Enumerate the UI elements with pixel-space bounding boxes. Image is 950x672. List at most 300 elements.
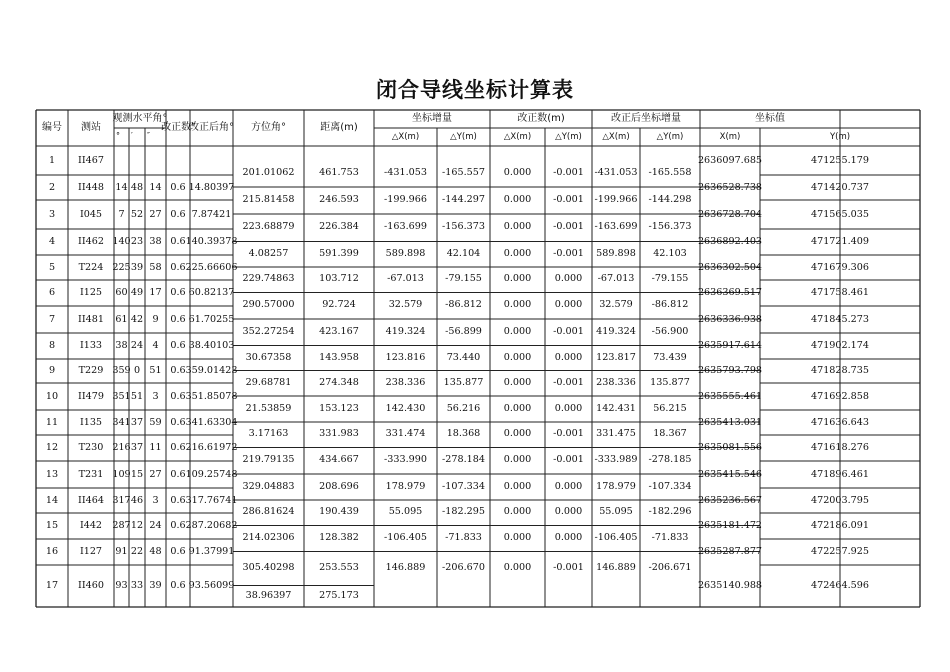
- correction-dy: -0.001: [553, 325, 584, 337]
- corrected-angle: 14.80397: [188, 181, 235, 193]
- coordinate-y: 471679.306: [811, 261, 869, 273]
- increment-dx: -106.405: [384, 532, 427, 544]
- correction-dy: -0.001: [553, 428, 584, 440]
- correction-dx: 0.000: [503, 273, 532, 285]
- increment-dy: -156.373: [442, 221, 485, 233]
- correction-dy: -0.001: [553, 221, 584, 233]
- header-observed-angle: 观测水平角°: [112, 113, 168, 124]
- header-dy: △Y(m): [656, 131, 684, 142]
- distance-value: 246.593: [319, 194, 359, 206]
- row-number: 3: [48, 208, 56, 220]
- row-number: 7: [48, 313, 56, 325]
- correction-dx: 0.000: [503, 351, 532, 363]
- correction-dx: 0.000: [503, 376, 532, 388]
- correction-dx: 0.000: [503, 247, 532, 259]
- row-number: 2: [48, 181, 56, 193]
- increment-dy: -71.833: [445, 532, 482, 544]
- distance-value: 253.553: [319, 562, 359, 574]
- correction-dx: 0.000: [503, 480, 532, 492]
- row-number: 12: [45, 442, 59, 454]
- angle-correction: [166, 146, 190, 175]
- angle-unit-label: ″: [147, 131, 150, 140]
- corrected-angle: 351.85078: [185, 390, 238, 402]
- angle-minutes: 49: [130, 287, 144, 299]
- corrected-angle: 317.76741: [185, 494, 238, 506]
- coordinate-x: 2635081.556: [697, 442, 763, 454]
- header-distance: 距离(m): [320, 122, 358, 133]
- correction-dy: -0.001: [553, 454, 584, 466]
- header-corrected-angle: 改正后角°: [189, 122, 234, 133]
- coordinate-y: 471255.179: [811, 154, 869, 166]
- corrected-angle: 61.70255: [188, 313, 235, 325]
- increment-dy: -86.812: [445, 299, 482, 311]
- angle-degrees: 225: [112, 261, 131, 273]
- angle-correction: 0.6: [170, 236, 186, 248]
- azimuth-value: 21.53859: [245, 402, 292, 414]
- coordinate-x: 2635181.472: [697, 520, 763, 532]
- increment-dy: 73.440: [446, 351, 481, 363]
- correction-dx: 0.000: [503, 428, 532, 440]
- azimuth-value: 3.17163: [248, 428, 289, 440]
- angle-seconds: 27: [149, 468, 162, 480]
- angle-seconds: 9: [152, 313, 159, 325]
- page-title: 闭合导线坐标计算表: [376, 78, 574, 102]
- corrected-angle: 359.01423: [185, 365, 238, 377]
- increment-dy: -278.184: [442, 454, 485, 466]
- increment-dy: 56.216: [446, 402, 481, 414]
- row-number: 4: [48, 236, 56, 248]
- angle-seconds: 24: [149, 520, 162, 532]
- angle-seconds: 17: [149, 287, 162, 299]
- correction-dy: 0.000: [554, 480, 583, 492]
- station-name: II462: [78, 236, 104, 248]
- azimuth-value: 223.68879: [242, 221, 295, 233]
- adjusted-dx: -163.699: [594, 221, 638, 233]
- angle-minutes: 51: [130, 390, 144, 402]
- adjusted-dy: -86.812: [651, 299, 689, 311]
- station-name: I135: [79, 416, 103, 428]
- azimuth-value: 215.81458: [242, 194, 295, 206]
- header-correction: 改正数″: [161, 122, 195, 133]
- distance-value: 331.983: [319, 428, 359, 440]
- corrected-angle: 93.56099: [188, 580, 235, 592]
- station-name: II460: [78, 580, 104, 592]
- row-number: 5: [48, 261, 56, 273]
- header-coord-value: 坐标值: [755, 113, 785, 124]
- angle-degrees: 341: [112, 416, 131, 428]
- row-number: 14: [45, 494, 59, 506]
- coordinate-x: 2636528.738: [697, 181, 763, 193]
- adjusted-dx: 146.889: [596, 562, 636, 574]
- angle-seconds: 4: [152, 340, 159, 352]
- distance-value: 275.173: [319, 590, 359, 602]
- row-number: 17: [45, 580, 59, 592]
- correction-dx: 0.000: [503, 299, 532, 311]
- coordinate-y: 471692.858: [811, 390, 869, 402]
- angle-minutes: [129, 146, 145, 175]
- correction-dx: 0.000: [503, 562, 532, 574]
- angle-minutes: 52: [130, 208, 144, 220]
- angle-minutes: 15: [130, 468, 144, 480]
- coordinate-y: 471636.643: [811, 416, 869, 428]
- adjusted-dx: -199.966: [594, 194, 638, 206]
- station-name: II467: [78, 154, 104, 166]
- adjusted-dy: 56.215: [653, 402, 687, 414]
- angle-seconds: 51: [149, 365, 162, 377]
- coordinate-y: 471845.273: [811, 313, 869, 325]
- angle-unit-label: °: [116, 131, 120, 140]
- angle-minutes: 39: [130, 261, 144, 273]
- coordinate-x: 2636369.517: [697, 287, 763, 299]
- adjusted-dy: -56.900: [651, 325, 689, 337]
- increment-dy: -182.295: [442, 506, 485, 518]
- angle-seconds: 58: [149, 261, 162, 273]
- increment-dx: 123.816: [385, 351, 426, 363]
- angle-correction: 0.6: [170, 442, 186, 454]
- adjusted-dy: -206.671: [648, 562, 692, 574]
- angle-correction: 0.6: [170, 340, 186, 352]
- distance-value: 274.348: [319, 376, 359, 388]
- header-dx: △X(m): [391, 131, 420, 142]
- angle-minutes: 24: [130, 340, 144, 352]
- increment-dx: 178.979: [385, 480, 426, 492]
- adjusted-dx: 589.898: [596, 247, 636, 259]
- angle-minutes: 37: [130, 416, 144, 428]
- angle-unit-label: ′: [131, 131, 133, 140]
- adjusted-dy: -278.185: [648, 454, 692, 466]
- increment-dy: 42.104: [446, 247, 481, 259]
- station-name: T230: [78, 442, 104, 454]
- corrected-angle: 60.82137: [188, 287, 235, 299]
- angle-seconds: 11: [149, 442, 162, 454]
- increment-dx: 331.474: [385, 428, 426, 440]
- azimuth-value: 329.04883: [242, 480, 295, 492]
- angle-minutes: 46: [130, 494, 144, 506]
- header-no: 编号: [42, 122, 62, 133]
- increment-dx: -333.990: [384, 454, 427, 466]
- distance-value: 434.667: [319, 454, 359, 466]
- coordinate-y: 471565.035: [811, 208, 869, 220]
- coordinate-x: 2635555.461: [697, 390, 763, 402]
- azimuth-value: 30.67358: [245, 351, 292, 363]
- increment-dx: 589.898: [385, 247, 426, 259]
- coordinate-x: 2636728.704: [697, 208, 763, 220]
- station-name: T224: [78, 261, 104, 273]
- correction-dx: 0.000: [503, 402, 532, 414]
- adjusted-dy: 135.877: [650, 376, 690, 388]
- angle-degrees: 14: [115, 181, 128, 193]
- station-name: II479: [78, 390, 104, 402]
- station-name: II448: [78, 181, 104, 193]
- coordinate-y: 471896.461: [811, 468, 869, 480]
- increment-dy: 18.368: [446, 428, 481, 440]
- angle-minutes: 37: [130, 442, 144, 454]
- increment-dy: -107.334: [442, 480, 485, 492]
- corrected-angle: 341.63304: [185, 416, 238, 428]
- angle-degrees: 359: [112, 365, 131, 377]
- increment-dx: 238.336: [385, 376, 426, 388]
- row-number: 11: [45, 416, 59, 428]
- increment-dx: -67.013: [387, 273, 424, 285]
- correction-dy: 0.000: [554, 273, 583, 285]
- angle-correction: 0.6: [170, 313, 186, 325]
- adjusted-dx: 419.324: [596, 325, 636, 337]
- header-corrected-increment: 改正后坐标增量: [611, 113, 681, 124]
- angle-degrees: 317: [112, 494, 131, 506]
- row-number: 6: [48, 287, 56, 299]
- adjusted-dx: 178.979: [596, 480, 636, 492]
- coordinate-x: 2635415.546: [697, 468, 763, 480]
- azimuth-value: 352.27254: [242, 325, 295, 337]
- coordinate-y: 471420.737: [811, 181, 869, 193]
- correction-dy: 0.000: [554, 532, 583, 544]
- row-number: 1: [48, 154, 56, 166]
- corrected-angle: 216.61972: [185, 442, 238, 454]
- adjusted-dy: -107.334: [648, 480, 692, 492]
- angle-degrees: 38: [115, 340, 128, 352]
- increment-dy: -165.557: [442, 167, 485, 179]
- angle-correction: 0.6: [170, 468, 186, 480]
- adjusted-dy: -156.373: [648, 221, 692, 233]
- correction-dx: 0.000: [503, 506, 532, 518]
- header-dy: △Y(m): [555, 131, 582, 142]
- azimuth-value: 201.01062: [242, 167, 295, 179]
- azimuth-value: 229.74863: [242, 273, 295, 285]
- adjusted-dx: 238.336: [596, 376, 636, 388]
- increment-dy: -144.297: [442, 194, 485, 206]
- coordinate-x: 2635140.988: [697, 580, 763, 592]
- station-name: I045: [79, 208, 103, 220]
- increment-dx: 419.324: [385, 325, 426, 337]
- row-number: 9: [48, 365, 56, 377]
- angle-correction: 0.6: [170, 261, 186, 273]
- angle-seconds: 3: [152, 494, 159, 506]
- angle-minutes: 48: [130, 181, 144, 193]
- coordinate-x: 2636892.403: [697, 236, 763, 248]
- header-dx: △X(m): [602, 131, 630, 142]
- angle-correction: 0.6: [170, 390, 186, 402]
- correction-dx: 0.000: [503, 221, 532, 233]
- adjusted-dx: 142.431: [596, 402, 636, 414]
- angle-minutes: 0: [133, 365, 141, 377]
- coordinate-x: 2636097.685: [697, 154, 763, 166]
- angle-degrees: 60: [115, 287, 128, 299]
- azimuth-value: 29.68781: [245, 376, 292, 388]
- adjusted-dy: -144.298: [648, 194, 692, 206]
- coordinate-x: 2635287.877: [697, 546, 763, 558]
- angle-minutes: 23: [130, 236, 144, 248]
- increment-dy: -56.899: [445, 325, 482, 337]
- correction-dy: -0.001: [553, 376, 584, 388]
- coordinate-y: 471758.461: [811, 287, 869, 299]
- angle-degrees: 93: [115, 580, 128, 592]
- distance-value: 591.399: [319, 247, 359, 259]
- correction-dy: 0.000: [554, 299, 583, 311]
- station-name: T231: [78, 468, 104, 480]
- angle-correction: 0.6: [170, 416, 186, 428]
- header-dx: △X(m): [503, 131, 532, 142]
- azimuth-value: 219.79135: [242, 454, 295, 466]
- adjusted-dx: [592, 585, 640, 607]
- adjusted-dy: -71.833: [651, 532, 689, 544]
- correction-dx: 0.000: [503, 532, 532, 544]
- correction-dx: 0.000: [503, 454, 532, 466]
- adjusted-dx: 55.095: [599, 506, 633, 518]
- distance-value: 190.439: [319, 506, 359, 518]
- increment-dx: 55.095: [388, 506, 423, 518]
- angle-degrees: 7: [118, 208, 125, 220]
- azimuth-value: 214.02306: [242, 532, 295, 544]
- coordinate-y: 472464.596: [811, 580, 869, 592]
- distance-value: 461.753: [319, 167, 359, 179]
- coordinate-y: 471902.174: [811, 340, 869, 352]
- increment-dx: 146.889: [385, 562, 426, 574]
- increment-dy: -79.155: [445, 273, 482, 285]
- increment-dx: 32.579: [388, 299, 423, 311]
- adjusted-dx: -333.989: [594, 454, 638, 466]
- adjusted-dx: -431.053: [594, 167, 638, 179]
- coordinate-y: 472003.795: [811, 494, 869, 506]
- correction-dy: -0.001: [553, 247, 584, 259]
- angle-minutes: 42: [130, 313, 144, 325]
- angle-correction: 0.6: [170, 365, 186, 377]
- correction-dx: 0.000: [503, 167, 532, 179]
- correction-dy: 0.000: [554, 351, 583, 363]
- angle-correction: 0.6: [170, 181, 186, 193]
- azimuth-value: 4.08257: [248, 247, 289, 259]
- corrected-angle: 38.40103: [188, 340, 235, 352]
- angle-seconds: 38: [149, 236, 162, 248]
- row-number: 10: [45, 390, 59, 402]
- adjusted-dx: 32.579: [599, 299, 633, 311]
- angle-seconds: 3: [152, 390, 159, 402]
- header-station: 测站: [81, 122, 101, 133]
- increment-dx: -199.966: [384, 194, 427, 206]
- angle-degrees: 287: [112, 520, 131, 532]
- angle-degrees: 61: [115, 313, 128, 325]
- header-dy: △Y(m): [450, 131, 477, 142]
- adjusted-dy: 73.439: [653, 351, 687, 363]
- coordinate-y: 472257.925: [811, 546, 869, 558]
- distance-value: 153.123: [319, 402, 359, 414]
- adjusted-dx: 123.817: [596, 351, 636, 363]
- increment-dy: [437, 585, 490, 607]
- header-coord-increment: 坐标增量: [412, 113, 452, 124]
- adjusted-dx: -67.013: [597, 273, 635, 285]
- angle-correction: 0.6: [170, 287, 186, 299]
- corrected-angle: 109.25748: [185, 468, 238, 480]
- correction-dx: 0.000: [503, 194, 532, 206]
- angle-seconds: 14: [149, 181, 162, 193]
- azimuth-value: 38.96397: [245, 590, 292, 602]
- azimuth-value: 286.81624: [242, 506, 295, 518]
- angle-minutes: 33: [130, 580, 144, 592]
- adjusted-dy: -165.558: [648, 167, 692, 179]
- row-number: 13: [45, 468, 59, 480]
- distance-value: 226.384: [319, 221, 359, 233]
- angle-minutes: 22: [130, 546, 144, 558]
- coordinate-x: 2635917.614: [697, 340, 763, 352]
- angle-seconds: 39: [149, 580, 162, 592]
- header-correction-m: 改正数(m): [517, 113, 565, 124]
- adjusted-dy: -79.155: [651, 273, 689, 285]
- distance-value: 143.958: [319, 351, 359, 363]
- distance-value: 208.696: [319, 480, 359, 492]
- adjusted-dx: -106.405: [594, 532, 638, 544]
- angle-correction: 0.6: [170, 520, 186, 532]
- station-name: I133: [79, 340, 103, 352]
- station-name: I125: [79, 287, 103, 299]
- station-name: I127: [79, 546, 103, 558]
- angle-seconds: 48: [149, 546, 162, 558]
- distance-value: 423.167: [319, 325, 359, 337]
- angle-degrees: 216: [112, 442, 131, 454]
- increment-dy: -206.670: [442, 562, 485, 574]
- angle-seconds: 59: [149, 416, 162, 428]
- coordinate-x: 2635413.031: [697, 416, 763, 428]
- station-name: II464: [78, 494, 104, 506]
- row-number: 15: [45, 520, 59, 532]
- correction-dy: [545, 585, 592, 607]
- angle-correction: 0.6: [170, 208, 186, 220]
- corrected-angle: 140.39378: [185, 236, 238, 248]
- coordinate-x: 2635236.567: [697, 494, 763, 506]
- increment-dx: 142.430: [385, 402, 426, 414]
- station-name: T229: [78, 365, 104, 377]
- header-x: X(m): [719, 131, 741, 142]
- increment-dx: [374, 585, 437, 607]
- angle-minutes: 12: [130, 520, 144, 532]
- correction-dy: 0.000: [554, 402, 583, 414]
- correction-dy: -0.001: [553, 562, 584, 574]
- coordinate-y: 471618.276: [811, 442, 869, 454]
- azimuth-value: 290.57000: [242, 299, 295, 311]
- correction-dy: 0.000: [554, 506, 583, 518]
- angle-seconds: [145, 146, 166, 175]
- distance-value: 103.712: [319, 273, 359, 285]
- coordinate-y: 471828.735: [811, 365, 869, 377]
- correction-dx: 0.000: [503, 325, 532, 337]
- correction-dy: -0.001: [553, 167, 584, 179]
- angle-degrees: 351: [112, 390, 131, 402]
- angle-correction: 0.6: [170, 546, 186, 558]
- adjusted-dy: 18.367: [653, 428, 687, 440]
- coordinate-x: 2635793.798: [697, 365, 763, 377]
- corrected-angle: 91.37991: [188, 546, 235, 558]
- corrected-angle: 7.87421: [191, 208, 232, 220]
- corrected-angle: [190, 146, 233, 175]
- row-number: 16: [45, 546, 59, 558]
- header-azimuth: 方位角°: [251, 122, 286, 133]
- angle-degrees: 109: [112, 468, 131, 480]
- adjusted-dx: 331.475: [596, 428, 636, 440]
- station-name: II481: [78, 313, 104, 325]
- correction-dy: -0.001: [553, 194, 584, 206]
- coordinate-y: 471721.409: [811, 236, 869, 248]
- coordinate-y: 472186.091: [811, 520, 869, 532]
- increment-dx: -163.699: [384, 221, 427, 233]
- adjusted-dy: -182.296: [648, 506, 692, 518]
- header-y: Y(m): [829, 131, 851, 142]
- adjusted-dy: [640, 585, 700, 607]
- angle-degrees: 91: [115, 546, 128, 558]
- angle-correction: 0.6: [170, 494, 186, 506]
- angle-seconds: 27: [149, 208, 162, 220]
- distance-value: 92.724: [322, 299, 356, 311]
- distance-value: 128.382: [319, 532, 359, 544]
- angle-correction: 0.6: [170, 580, 186, 592]
- row-number: 8: [48, 340, 56, 352]
